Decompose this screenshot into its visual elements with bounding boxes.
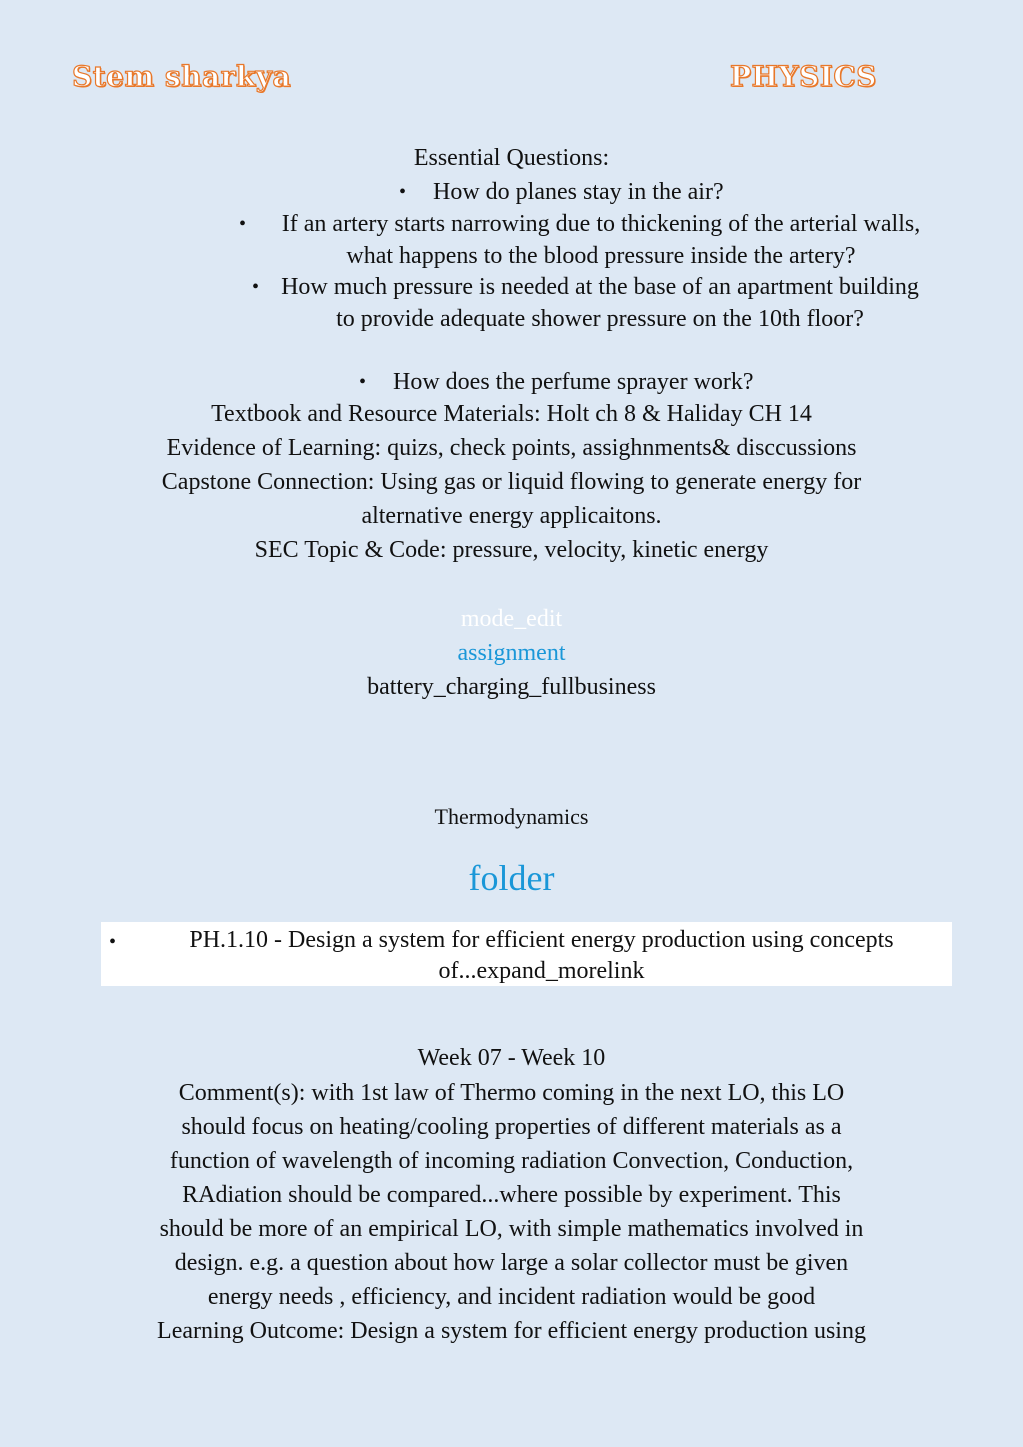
- bullet-icon: •: [399, 181, 407, 203]
- bullet-icon: •: [252, 276, 260, 298]
- textbook-resources: Textbook and Resource Materials: Holt ch 8 & Haliday CH 14: [211, 401, 812, 427]
- battery-business-icon: battery_charging_fullbusiness: [367, 674, 656, 700]
- bullet-icon: •: [239, 213, 247, 235]
- learning-outcome-item[interactable]: [101, 922, 952, 986]
- lo-item-line2[interactable]: of...expand_morelink: [438, 958, 645, 984]
- edit-icon[interactable]: mode_edit: [460, 606, 563, 632]
- question-item: • How much pressure is needed at the base of an apartment building to provide adequate shower pressure on the 10th floor?: [280, 271, 920, 335]
- comment-line: should focus on heating/cooling properties of different materials as a: [181, 1114, 842, 1140]
- week-range: Week 07 - Week 10: [417, 1045, 606, 1071]
- question-item: • How do planes stay in the air?: [433, 176, 833, 208]
- question-item: • How does the perfume sprayer work?: [393, 366, 843, 398]
- capstone-connection: Capstone Connection: Using gas or liquid flowing to generate energy for: [161, 469, 862, 495]
- comment-line: energy needs , efficiency, and incident radiation would be good: [207, 1284, 816, 1310]
- unit-title: Thermodynamics: [434, 804, 589, 829]
- evidence-of-learning: Evidence of Learning: quizs, check points, assighnments& disccussions: [166, 435, 857, 461]
- subject-title: PHYSICS: [730, 60, 877, 93]
- sec-topic-code: SEC Topic & Code: pressure, velocity, kinetic energy: [254, 537, 769, 563]
- assignment-icon[interactable]: assignment: [457, 640, 566, 666]
- learning-outcome: Learning Outcome: Design a system for efficient energy production using: [157, 1318, 866, 1344]
- comment-line: design. e.g. a question about how large a solar collector must be given: [174, 1250, 849, 1276]
- bullet-icon: •: [359, 371, 367, 393]
- bullet-icon: •: [109, 931, 117, 953]
- essential-questions-heading: Essential Questions:: [413, 145, 610, 171]
- capstone-connection-cont: alternative energy applicaitons.: [361, 503, 662, 529]
- comment-line: function of wavelength of incoming radiation Convection, Conduction,: [169, 1148, 854, 1174]
- folder-icon[interactable]: folder: [468, 858, 555, 898]
- comment-line: RAdiation should be compared...where possible by experiment. This: [182, 1182, 841, 1208]
- comment-line: should be more of an empirical LO, with simple mathematics involved in: [159, 1216, 864, 1242]
- comment-line: Comment(s): with 1st law of Thermo coming in the next LO, this LO: [178, 1080, 845, 1106]
- site-title: Stem sharkya: [72, 60, 292, 93]
- question-item: • If an artery starts narrowing due to thickening of the arterial walls, what happens to the blood pressure inside the artery?: [269, 208, 933, 272]
- lo-item-line1: PH.1.10 - Design a system for efficient energy production using concepts: [189, 927, 894, 953]
